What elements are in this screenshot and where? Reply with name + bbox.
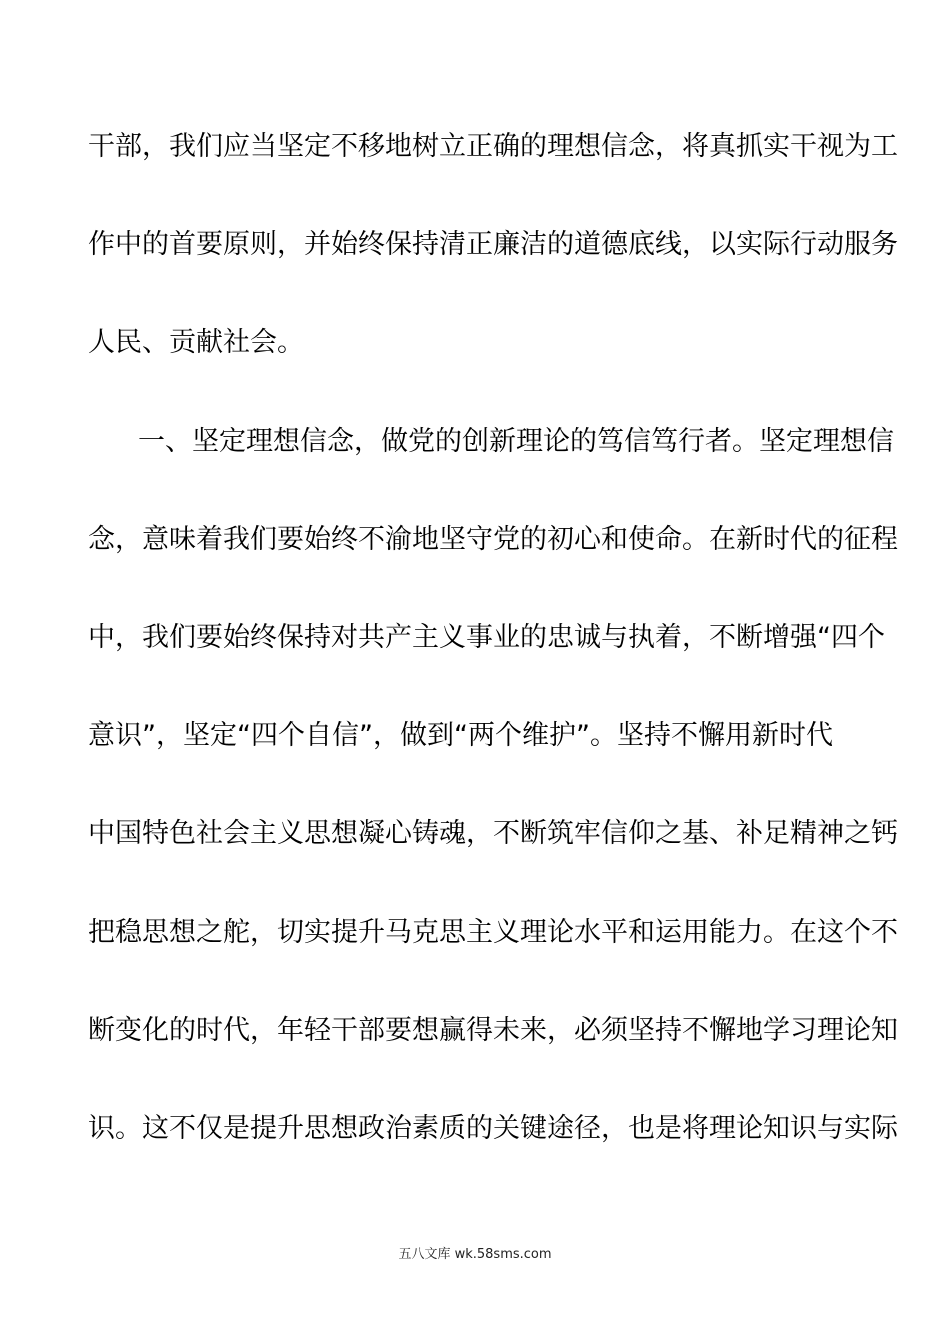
text-line: 人民、贡献社会。 [88, 327, 304, 359]
page-footer: 五八文库 wk.58sms.com [398, 1247, 552, 1262]
text-line: 干部，我们应当坚定不移地树立正确的理想信念，将真抓实干视为工 [88, 131, 898, 162]
text-line: 识。这不仅是提升思想政治素质的关键途径，也是将理论知识与实际 [88, 1112, 898, 1144]
text-line: 念，意味着我们要始终不渝地坚守党的初心和使命。在新时代的征程 [88, 523, 898, 555]
body-text [88, 118, 898, 1198]
text-line: 作中的首要原则，并始终保持清正廉洁的道德底线，以实际行动服务 [88, 229, 898, 261]
text-line: 把稳思想之舵，切实提升马克思主义理论水平和运用能力。在这个不 [88, 916, 898, 948]
text-line: 断变化的时代，年轻干部要想赢得未来，必须坚持不懈地学习理论知 [88, 1014, 898, 1046]
section-heading-line: 一、坚定理想信念，做党的创新理论的笃信笃行者。坚定理想信 [138, 425, 894, 457]
text-line: 中国特色社会主义思想凝心铸魂，不断筑牢信仰之基、补足精神之钙 [88, 818, 898, 850]
text-line: 意识”，坚定“四个自信”，做到“两个维护”。坚持不懈用新时代 [88, 720, 833, 752]
text-line: 中，我们要始终保持对共产主义事业的忠诚与执着，不断增强“四个 [88, 621, 885, 653]
